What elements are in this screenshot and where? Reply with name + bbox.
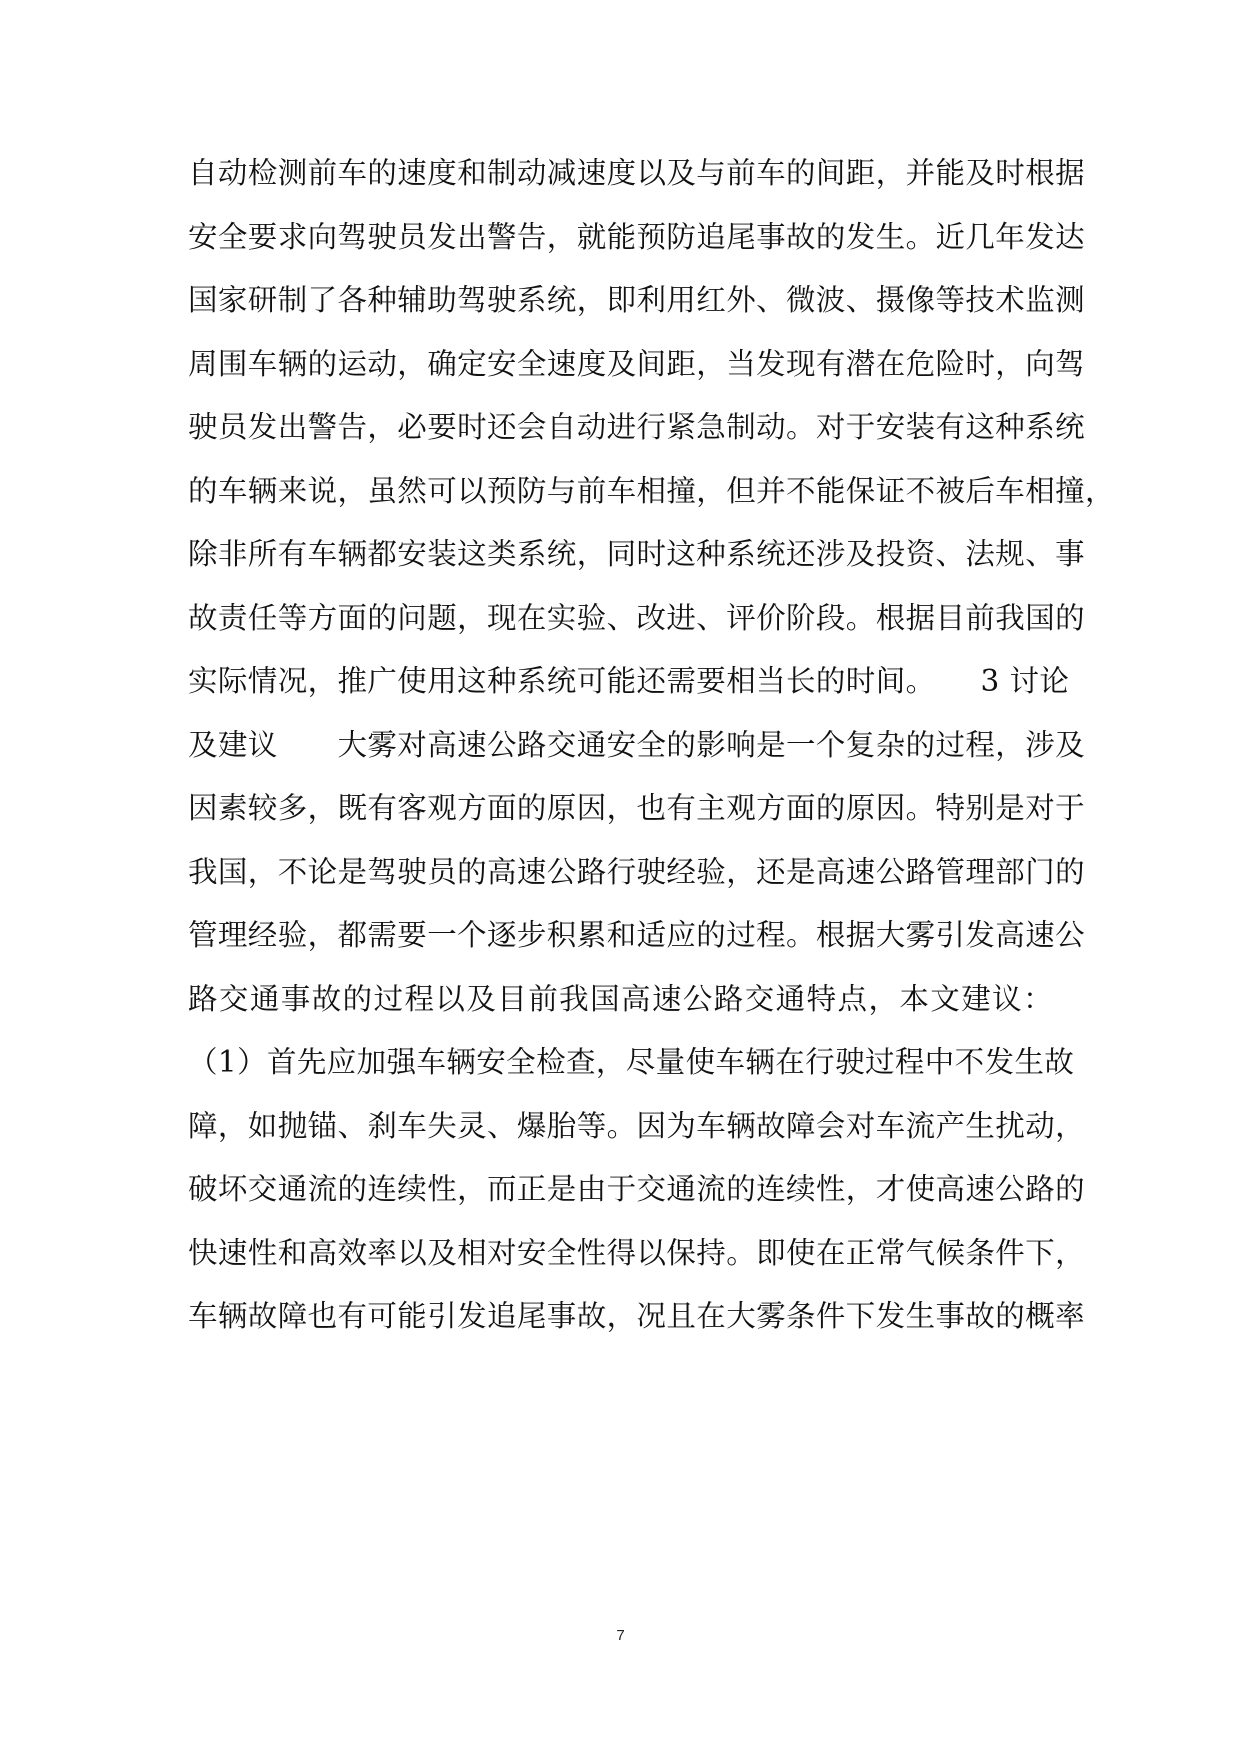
text-line: 除非所有车辆都安装这类系统，同时这种系统还涉及投资、法规、事 [188,537,1086,571]
text-line: 及建议 大雾对高速公路交通安全的影响是一个复杂的过程，涉及 [188,727,1086,762]
text-line: 路交通事故的过程以及目前我国高速公路交通特点，本文建议： [188,981,1053,1016]
text-line: 安全要求向驾驶员发出警告，就能预防追尾事故的发生。近几年发达 [188,219,1086,254]
text-line: 周围车辆的运动，确定安全速度及间距，当发现有潜在危险时，向驾 [188,346,1086,381]
text-line: 故责任等方面的问题，现在实验、改进、评价阶段。根据目前我国的 [188,600,1086,635]
text-line: 实际情况，推广使用这种系统可能还需要相当长的时间。 3 讨论 [188,664,1070,698]
text-line: 我国，不论是驾驶员的高速公路行驶经验，还是高速公路管理部门的 [188,854,1086,889]
text-line: 车辆故障也有可能引发追尾事故，况且在大雾条件下发生事故的概率 [188,1299,1086,1333]
body-text [188,142,1115,1349]
text-line: （1）首先应加强车辆安全检查，尽量使车辆在行驶过程中不发生故 [188,1045,1075,1079]
text-line: 驶员发出警告，必要时还会自动进行紧急制动。对于安装有这种系统 [188,410,1086,444]
text-line: 快速性和高效率以及相对安全性得以保持。即使在正常气候条件下， [188,1235,1086,1270]
text-line: 因素较多，既有客观方面的原因，也有主观方面的原因。特别是对于 [188,791,1086,825]
text-line: 破坏交通流的连续性，而正是由于交通流的连续性，才使高速公路的 [188,1172,1086,1206]
text-line: 障，如抛锚、刹车失灵、爆胎等。因为车辆故障会对车流产生扰动， [188,1108,1086,1143]
text-line: 管理经验，都需要一个逐步积累和适应的过程。根据大雾引发高速公 [188,918,1086,952]
text-line: 国家研制了各种辅助驾驶系统，即利用红外、微波、摄像等技术监测 [188,283,1086,317]
text-line: 自动检测前车的速度和制动减速度以及与前车的间距，并能及时根据 [188,156,1086,190]
text-line: 的车辆来说，虽然可以预防与前车相撞，但并不能保证不被后车相撞， [188,473,1115,508]
page-number: 7 [616,1627,625,1644]
